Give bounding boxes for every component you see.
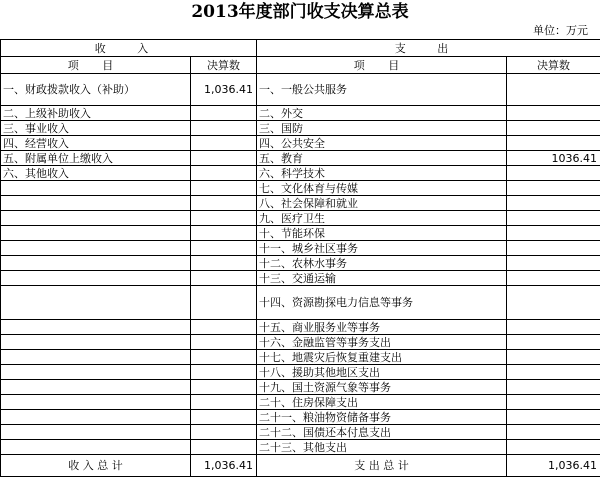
totals-row	[1, 455, 600, 477]
income-item-cell[interactable]	[1, 335, 191, 350]
table-row	[1, 136, 600, 151]
income-item-cell[interactable]	[1, 395, 191, 410]
income-item-cell[interactable]: 四、经营收入	[1, 136, 191, 151]
expense-item-cell[interactable]: 二十、住房保障支出	[257, 395, 507, 410]
table-row	[1, 181, 600, 196]
expense-item-cell[interactable]: 七、文化体育与传媒	[257, 181, 507, 196]
expense-amount-cell[interactable]	[507, 211, 600, 226]
budget-table	[0, 39, 600, 477]
table-row	[1, 425, 600, 440]
expense-amount-cell[interactable]	[507, 335, 600, 350]
income-item-cell[interactable]	[1, 271, 191, 286]
income-amount-cell[interactable]	[191, 365, 257, 380]
income-amount-cell[interactable]	[191, 181, 257, 196]
income-amount-cell[interactable]	[191, 350, 257, 365]
income-item-cell[interactable]: 三、事业收入	[1, 121, 191, 136]
income-amount-cell[interactable]	[191, 286, 257, 320]
table-row	[1, 121, 600, 136]
section-header-row	[1, 40, 600, 57]
table-row	[1, 380, 600, 395]
expense-item-cell[interactable]: 十六、金融监管等事务支出	[257, 335, 507, 350]
expense-amount-cell[interactable]	[507, 181, 600, 196]
table-row	[1, 151, 600, 166]
income-item-cell[interactable]: 二、上级补助收入	[1, 106, 191, 121]
expense-amount-cell[interactable]	[507, 226, 600, 241]
expense-item-cell[interactable]: 十四、资源勘探电力信息等事务	[257, 286, 507, 320]
income-amount-cell[interactable]	[191, 106, 257, 121]
income-section-header[interactable]: 收 入	[1, 40, 257, 57]
expense-amount-cell[interactable]	[507, 271, 600, 286]
table-row	[1, 241, 600, 256]
table-row	[1, 74, 600, 106]
income-amount-cell[interactable]	[191, 166, 257, 181]
expense-item-cell[interactable]: 四、公共安全	[257, 136, 507, 151]
income-amount-cell[interactable]	[191, 196, 257, 211]
income-item-cell[interactable]	[1, 181, 191, 196]
income-item-cell[interactable]	[1, 365, 191, 380]
expense-section-header[interactable]: 支 出	[257, 40, 600, 57]
table-row	[1, 106, 600, 121]
expense-amount-cell[interactable]	[507, 365, 600, 380]
income-item-cell[interactable]	[1, 196, 191, 211]
income-amount-cell[interactable]	[191, 151, 257, 166]
expense-item-cell[interactable]: 三、国防	[257, 121, 507, 136]
income-item-cell[interactable]: 五、附属单位上缴收入	[1, 151, 191, 166]
expense-amount-cell[interactable]	[507, 196, 600, 211]
income-item-cell[interactable]	[1, 350, 191, 365]
income-item-cell[interactable]	[1, 286, 191, 320]
table-row	[1, 211, 600, 226]
expense-item-cell[interactable]: 一、一般公共服务	[257, 74, 507, 106]
table-row	[1, 196, 600, 211]
expense-amount-cell[interactable]	[507, 320, 600, 335]
expense-item-cell[interactable]: 十三、交通运输	[257, 271, 507, 286]
income-amount-cell[interactable]	[191, 121, 257, 136]
income-amount-cell[interactable]	[191, 395, 257, 410]
expense-item-cell[interactable]: 十二、农林水事务	[257, 256, 507, 271]
expense-item-cell[interactable]: 二十三、其他支出	[257, 440, 507, 455]
table-row	[1, 286, 600, 320]
table-row	[1, 271, 600, 286]
income-total-value[interactable]: 1,036.41	[191, 455, 257, 477]
income-item-cell[interactable]	[1, 425, 191, 440]
income-item-cell[interactable]	[1, 226, 191, 241]
income-amount-cell[interactable]	[191, 241, 257, 256]
income-item-header[interactable]: 项 目	[1, 57, 191, 74]
income-amount-header[interactable]: 决算数	[191, 57, 257, 74]
expense-amount-cell[interactable]	[507, 106, 600, 121]
income-amount-cell[interactable]	[191, 256, 257, 271]
income-item-cell[interactable]	[1, 211, 191, 226]
income-item-cell[interactable]	[1, 410, 191, 425]
income-item-cell[interactable]: 一、财政拨款收入（补助）	[1, 74, 191, 106]
expense-amount-header[interactable]: 决算数	[507, 57, 600, 74]
income-item-cell[interactable]	[1, 440, 191, 455]
expense-item-cell[interactable]: 五、教育	[257, 151, 507, 166]
expense-total-label[interactable]: 支 出 总 计	[257, 455, 507, 477]
expense-amount-cell[interactable]	[507, 74, 600, 106]
income-amount-cell[interactable]	[191, 136, 257, 151]
expense-item-cell[interactable]: 九、医疗卫生	[257, 211, 507, 226]
expense-amount-cell[interactable]	[507, 440, 600, 455]
expense-item-cell[interactable]: 二十二、国债还本付息支出	[257, 425, 507, 440]
column-header-row	[1, 57, 600, 74]
expense-amount-cell[interactable]	[507, 395, 600, 410]
expense-item-cell[interactable]: 十、节能环保	[257, 226, 507, 241]
expense-item-cell[interactable]: 十八、援助其他地区支出	[257, 365, 507, 380]
expense-amount-cell[interactable]	[507, 121, 600, 136]
income-item-cell[interactable]	[1, 320, 191, 335]
expense-item-cell[interactable]: 十五、商业服务业等事务	[257, 320, 507, 335]
income-amount-cell[interactable]: 1,036.41	[191, 74, 257, 106]
expense-item-cell[interactable]: 六、科学技术	[257, 166, 507, 181]
expense-amount-cell[interactable]	[507, 350, 600, 365]
expense-amount-cell[interactable]	[507, 241, 600, 256]
table-row	[1, 166, 600, 181]
expense-item-cell[interactable]: 二、外交	[257, 106, 507, 121]
income-item-cell[interactable]: 六、其他收入	[1, 166, 191, 181]
income-amount-cell[interactable]	[191, 320, 257, 335]
expense-item-cell[interactable]: 二十一、粮油物资储备事务	[257, 410, 507, 425]
income-amount-cell[interactable]	[191, 211, 257, 226]
income-amount-cell[interactable]	[191, 226, 257, 241]
table-row	[1, 335, 600, 350]
table-row	[1, 350, 600, 365]
page-title: 2013年度部门收支决算总表	[191, 2, 409, 22]
expense-amount-cell[interactable]	[507, 136, 600, 151]
expense-amount-cell[interactable]	[507, 380, 600, 395]
income-amount-cell[interactable]	[191, 380, 257, 395]
income-amount-cell[interactable]	[191, 271, 257, 286]
expense-amount-cell[interactable]	[507, 410, 600, 425]
expense-item-cell[interactable]: 八、社会保障和就业	[257, 196, 507, 211]
table-row	[1, 440, 600, 455]
table-row	[1, 320, 600, 335]
unit-label: 单位：万元	[533, 24, 588, 37]
table-row	[1, 256, 600, 271]
income-total-label[interactable]: 收 入 总 计	[1, 455, 191, 477]
table-row	[1, 365, 600, 380]
expense-item-cell[interactable]: 十七、地震灾后恢复重建支出	[257, 350, 507, 365]
income-item-cell[interactable]	[1, 256, 191, 271]
expense-amount-cell[interactable]	[507, 256, 600, 271]
income-amount-cell[interactable]	[191, 335, 257, 350]
expense-total-value[interactable]: 1,036.41	[507, 455, 600, 477]
expense-amount-cell[interactable]	[507, 286, 600, 320]
expense-item-cell[interactable]: 十九、国土资源气象等事务	[257, 380, 507, 395]
income-amount-cell[interactable]	[191, 410, 257, 425]
expense-item-cell[interactable]: 十一、城乡社区事务	[257, 241, 507, 256]
income-amount-cell[interactable]	[191, 440, 257, 455]
income-item-cell[interactable]	[1, 380, 191, 395]
table-row	[1, 226, 600, 241]
expense-amount-cell[interactable]	[507, 166, 600, 181]
expense-item-header[interactable]: 项 目	[257, 57, 507, 74]
income-item-cell[interactable]	[1, 241, 191, 256]
table-row	[1, 410, 600, 425]
income-amount-cell[interactable]	[191, 425, 257, 440]
expense-amount-cell[interactable]: 1036.41	[507, 151, 600, 166]
table-row	[1, 395, 600, 410]
expense-amount-cell[interactable]	[507, 425, 600, 440]
